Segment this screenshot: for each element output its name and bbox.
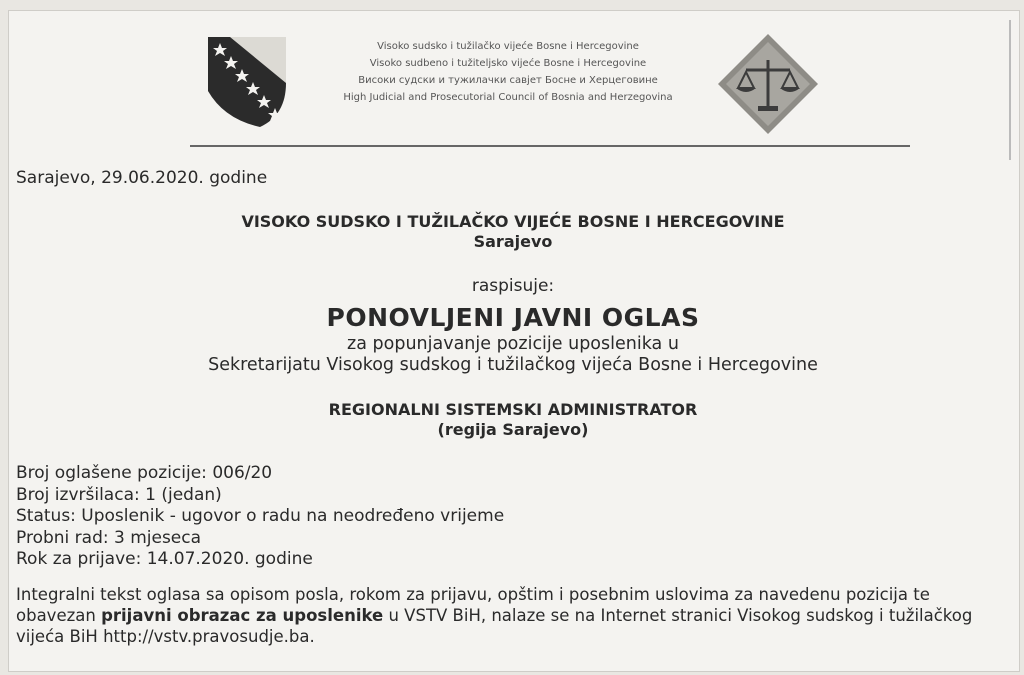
- footer-form-name: prijavni obrazac za uposlenike: [101, 606, 384, 625]
- ad-date: Sarajevo, 29.06.2020. godine: [16, 168, 268, 188]
- organization-city: Sarajevo: [473, 232, 553, 251]
- announces-label: raspisuje:: [471, 276, 555, 296]
- detail-status: Status: Uposlenik - ugovor o radu na neodređeno vrijeme: [16, 506, 505, 526]
- detail-position-number: Broj oglašene pozicije: 006/20: [16, 463, 273, 483]
- footer-text-1: Integralni tekst oglasa sa opisom posla, rokom za prijavu, opštim i posebnim uslovima za navedenu pozicija te obavezan: [16, 585, 930, 625]
- position-region: (regija Sarajevo): [437, 420, 589, 439]
- detail-probation: Probni rad: 3 mjeseca: [16, 527, 202, 548]
- position-heading: [8, 400, 1018, 440]
- organization-heading: [8, 212, 1018, 252]
- header-divider: [190, 145, 910, 147]
- council-name-croatian: Visoko sudbeno i tužiteljsko vijeće Bosne i Hercegovine: [369, 58, 647, 69]
- subtitle-line-1: za popunjavanje pozicije uposlenika u: [347, 334, 679, 354]
- subtitle-line-2: Sekretarijatu Visokog sudskog i tužilačkog vijeća Bosne i Hercegovine: [208, 355, 818, 375]
- page-edge: [1009, 20, 1021, 160]
- position-name: REGIONALNI SISTEMSKI ADMINISTRATOR: [328, 400, 698, 419]
- council-name-bosnian: Visoko sudsko i tužilačko vijeće Bosne i Hercegovine: [377, 41, 639, 52]
- footer-notice: [16, 584, 1006, 647]
- council-name-serbian: Високи судски и тужилачки савјет Босне и Херцеговине: [358, 75, 658, 86]
- detail-deadline: Rok za prijave: 14.07.2020. godine: [16, 549, 313, 569]
- council-name-english: High Judicial and Prosecutorial Council of Bosnia and Herzegovina: [343, 92, 673, 103]
- footer-text-2: u VSTV BiH, nalaze se na Internet stranici Visokog sudskog i tužilačkog vijeća BiH http://vstv.pravosudje.ba.: [16, 606, 973, 646]
- detail-executors: Broj izvršilaca: 1 (jedan): [16, 484, 222, 505]
- organization-name: VISOKO SUDSKO I TUŽILAČKO VIJEĆE BOSNE I HERCEGOVINE: [241, 212, 785, 231]
- scales-of-justice-icon: [716, 32, 820, 136]
- ad-title: PONOVLJENI JAVNI OGLAS: [326, 303, 700, 332]
- position-details: [16, 463, 504, 571]
- council-names: [318, 38, 698, 106]
- coat-of-arms-icon: [200, 27, 292, 129]
- ad-subtitle: [8, 334, 1018, 376]
